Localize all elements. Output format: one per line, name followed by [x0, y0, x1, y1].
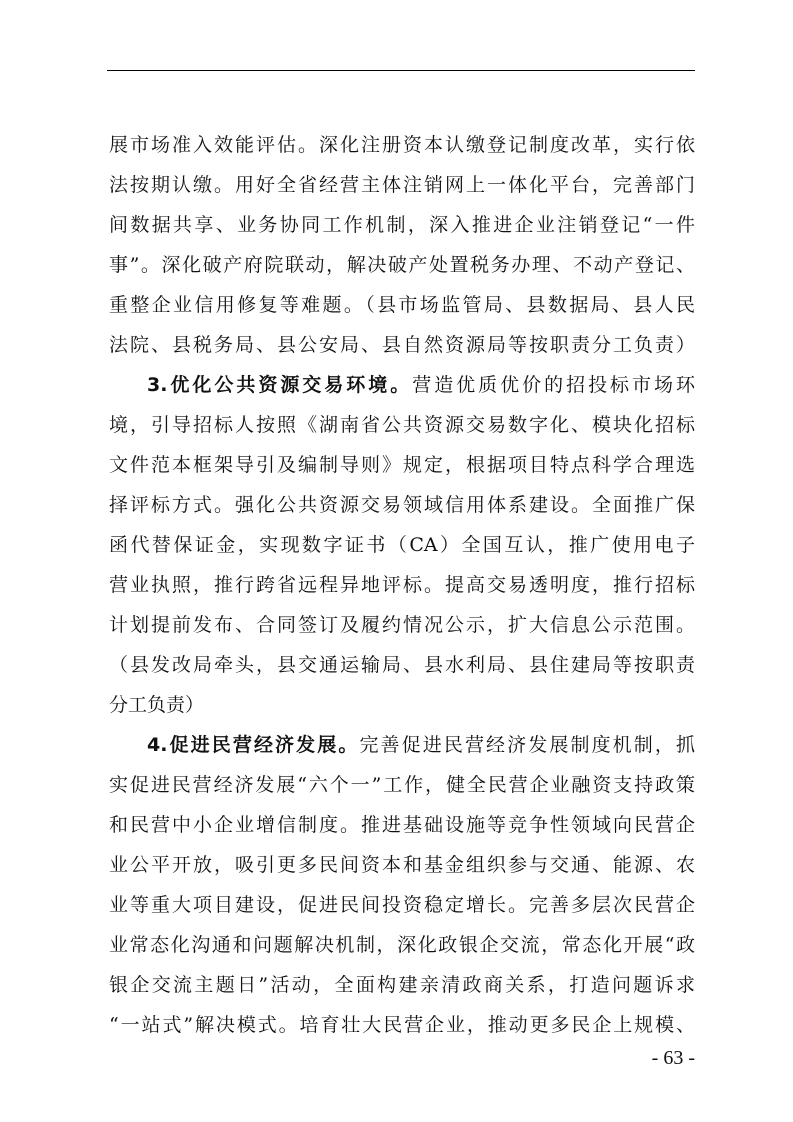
section-3-line: 分工负责）	[109, 694, 205, 716]
section-3-first-line	[147, 368, 695, 402]
body-line: 法院、县税务局、县公安局、县自然资源局等按职责分工负责）	[109, 334, 695, 356]
body-line: 重整企业信用修复等难题。（县市场监管局、县数据局、县人民	[109, 294, 695, 316]
section-4-line: 业公平开放，吸引更多民间资本和基金组织参与交通、能源、农	[109, 854, 695, 876]
section-4-line: “一站式”解决模式。培育壮大民营企业，推动更多民企上规模、	[109, 1014, 695, 1036]
section-3-line: 函代替保证金，实现数字证书（CA）全国互认，推广使用电子	[109, 534, 695, 556]
page-number: - 63 -	[651, 1047, 695, 1069]
section-4-line: 业常态化沟通和问题解决机制，深化政银企交流，常态化开展“政	[109, 934, 695, 956]
body-line: 事”。深化破产府院联动，解决破产处置税务办理、不动产登记、	[109, 254, 695, 276]
body-line: 间数据共享、业务协同工作机制，深入推进企业注销登记“一件	[109, 214, 695, 236]
body-line: 展市场准入效能评估。深化注册资本认缴登记制度改革，实行依	[109, 134, 695, 156]
section-3-line: 择评标方式。强化公共资源交易领域信用体系建设。全面推广保	[109, 494, 695, 516]
section-3-line: 计划提前发布、合同签订及履约情况公示，扩大信息公示范围。	[109, 614, 695, 636]
section-3-line: （县发改局牵头，县交通运输局、县水利局、县住建局等按职责	[109, 654, 695, 676]
body-line: 法按期认缴。用好全省经营主体注销网上一体化平台，完善部门	[109, 174, 695, 196]
section-4-line: 银企交流主题日”活动，全面构建亲清政商关系，打造问题诉求	[109, 974, 695, 996]
section-3-line: 文件范本框架导引及编制导则》规定，根据项目特点科学合理选	[109, 454, 695, 476]
section-3-line: 境，引导招标人按照《湖南省公共资源交易数字化、模块化招标	[109, 414, 695, 436]
section-4-first-line	[147, 728, 695, 762]
section-3-first-line-text: 营造优质优价的招投标市场环	[412, 374, 695, 396]
header-rule	[107, 70, 695, 71]
section-4-line: 业等重大项目建设，促进民间投资稳定增长。完善多层次民营企	[109, 894, 695, 916]
section-4-first-line-text: 完善促进民营经济发展制度机制，抓	[359, 734, 695, 756]
section-4-heading: 4.促进民营经济发展。	[147, 734, 360, 756]
section-4-line: 和民营中小企业增信制度。推进基础设施等竞争性领域向民营企	[109, 814, 695, 836]
section-4-line: 实促进民营经济发展“六个一”工作，健全民营企业融资支持政策	[109, 774, 695, 796]
section-3-line: 营业执照，推行跨省远程异地评标。提高交易透明度，推行招标	[109, 574, 695, 596]
section-3-heading: 3.优化公共资源交易环境。	[147, 374, 413, 396]
